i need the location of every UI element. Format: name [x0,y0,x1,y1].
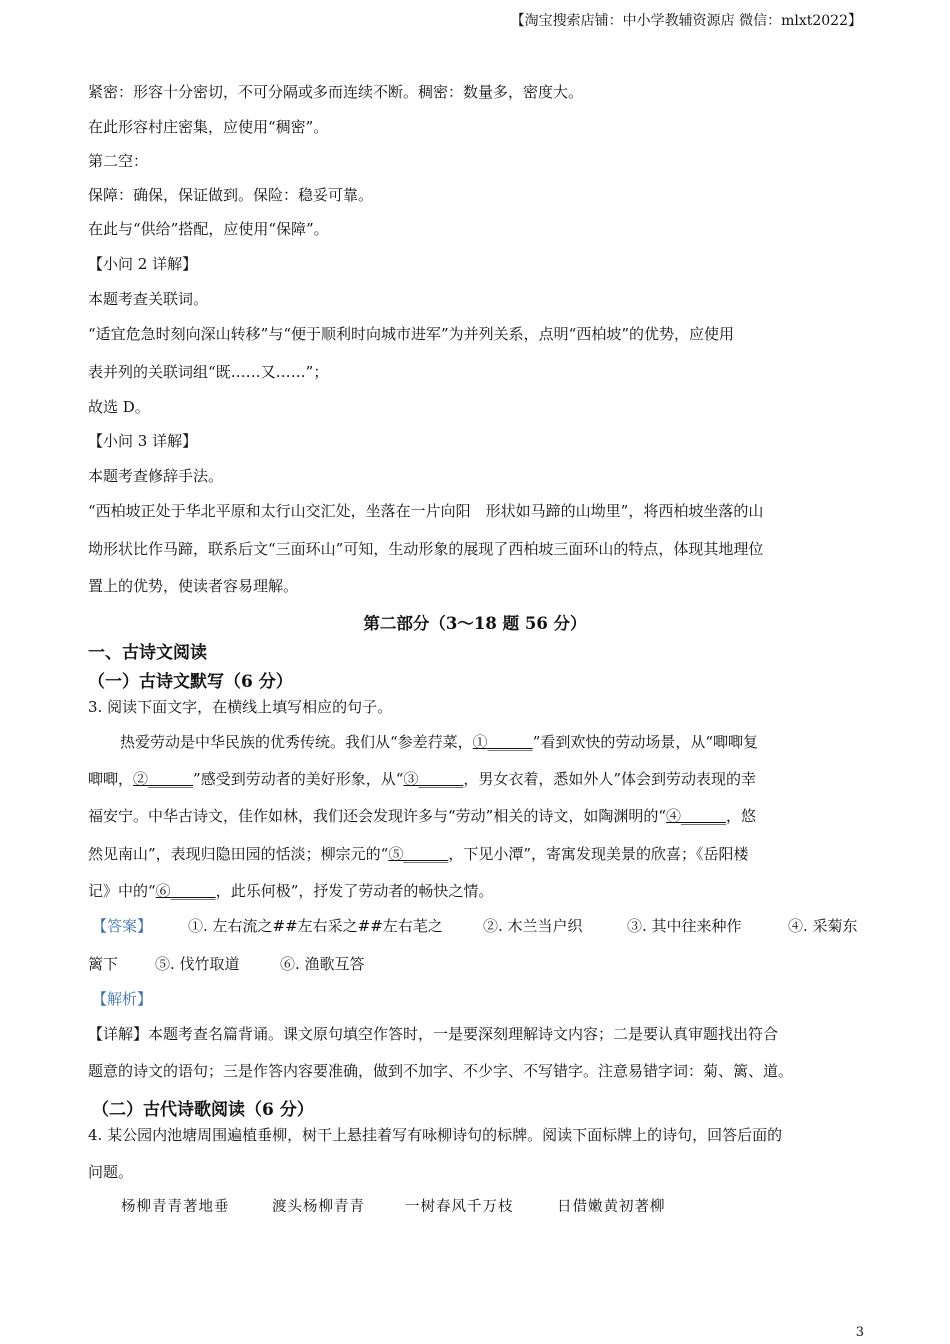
blank-4: ④______ [666,807,727,825]
passage-line: 然见南山”，表现归隐田园的恬淡；柳宗元的“⑤______，下见小潭”，寄寓发现美景的欣喜；《岳阳楼 [88,845,749,863]
passage-line: 福安宁。中华古诗文，佳作如林，我们还会发现许多与“劳动”相关的诗文，如陶渊明的“④______，悠 [88,807,757,825]
text-line: 在此形容村庄密集，应使用“稠密”。 [88,118,329,136]
answer-3: ③. 其中往来种作 [627,917,742,935]
poem-sign-1: 杨柳青青著地垂 [121,1199,230,1215]
question-prompt: 3. 阅读下面文字，在横线上填写相应的句子。 [88,698,393,716]
page-header: 【淘宝搜索店铺：中小学教辅资源店 微信：mlxt2022】 [510,13,862,29]
answer-4-cont: 篱下 [88,955,119,973]
text-line: “适宜危急时刻向深山转移”与“便于顺利时向城市进军”为并列关系，点明“西柏坡”的优势，应使用 [88,325,735,343]
subquestion-heading: 【小问 3 详解】 [88,432,198,450]
section-heading: （二）古代诗歌阅读（6 分） [92,1100,314,1120]
text-line: 故选 D。 [88,398,150,416]
answer-label: 【答案】 [92,917,153,935]
section-heading: 一、古诗文阅读 [88,643,207,663]
answer-6: ⑥. 渔歌互答 [280,955,365,973]
blank-1: ①______ [472,733,533,751]
question-prompt: 问题。 [88,1163,134,1181]
text-line: 表并列的关联词组“既……又……”； [88,363,329,381]
text-line: 坳形状比作马蹄，联系后文“三面环山”可知，生动形象的展现了西柏坡三面环山的特点，体现其地理位 [88,540,764,558]
answer-4: ④. 采菊东 [788,917,858,935]
section-heading: （一）古诗文默写（6 分） [88,672,293,692]
poem-sign-3: 一树春风千万枝 [405,1199,514,1215]
text-line: “西柏坡正处于华北平原和太行山交汇处，坐落在一片向阳 形状如马蹄的山坳里”，将西柏坡坐落的山 [88,502,764,520]
detail-line: 【详解】本题考查名篇背诵。课文原句填空作答时，一是要深刻理解诗文内容；二是要认真审题找出符合 [88,1025,779,1043]
question-prompt: 4. 某公园内池塘周围遍植垂柳，树干上悬挂着写有咏柳诗句的标牌。阅读下面标牌上的诗句，回答后面的 [88,1126,783,1144]
text-line: 本题考查关联词。 [88,290,209,308]
passage-line: 唧唧，②______”感受到劳动者的美好形象，从“③______，男女衣着，悉如外人”体会到劳动表现的幸 [88,770,757,788]
answer-5: ⑤. 伐竹取道 [155,955,240,973]
page-number: 3 [855,1325,864,1340]
blank-6: ⑥______ [155,882,216,900]
text-line: 本题考查修辞手法。 [88,467,224,485]
text-line: 在此与“供给”搭配，应使用“保障”。 [88,220,329,238]
subquestion-heading: 【小问 2 详解】 [88,255,198,273]
passage-line: 记》中的“⑥______，此乐何极”，抒发了劳动者的畅快之情。 [88,882,494,900]
text-line: 紧密：形容十分密切，不可分隔或多而连续不断。稠密：数量多，密度大。 [88,83,584,101]
text-line: 第二空： [88,152,149,170]
analysis-label: 【解析】 [92,990,153,1008]
text-line: 保障：确保，保证做到。保险：稳妥可靠。 [88,186,374,204]
answer-2: ②. 木兰当户织 [483,917,583,935]
passage-line: 热爱劳动是中华民族的优秀传统。我们从“参差荇菜，①______”看到欢快的劳动场景，从“唧唧复 [120,733,759,751]
detail-line: 题意的诗文的语句；三是作答内容要准确，做到不加字、不少字、不写错字。注意易错字词：菊、篱、道。 [88,1062,794,1080]
blank-3: ③______ [403,770,464,788]
answer-1: ①. 左右流之##左右采之##左右芼之 [188,917,443,935]
poem-sign-2: 渡头杨柳青青 [272,1199,365,1215]
text-line: 置上的优势，使读者容易理解。 [88,577,299,595]
section-title: 第二部分（3～18 题 56 分） [363,614,587,633]
poem-sign-4: 日借嫩黄初著柳 [557,1199,666,1215]
blank-2: ②______ [133,770,194,788]
blank-5: ⑤______ [388,845,449,863]
